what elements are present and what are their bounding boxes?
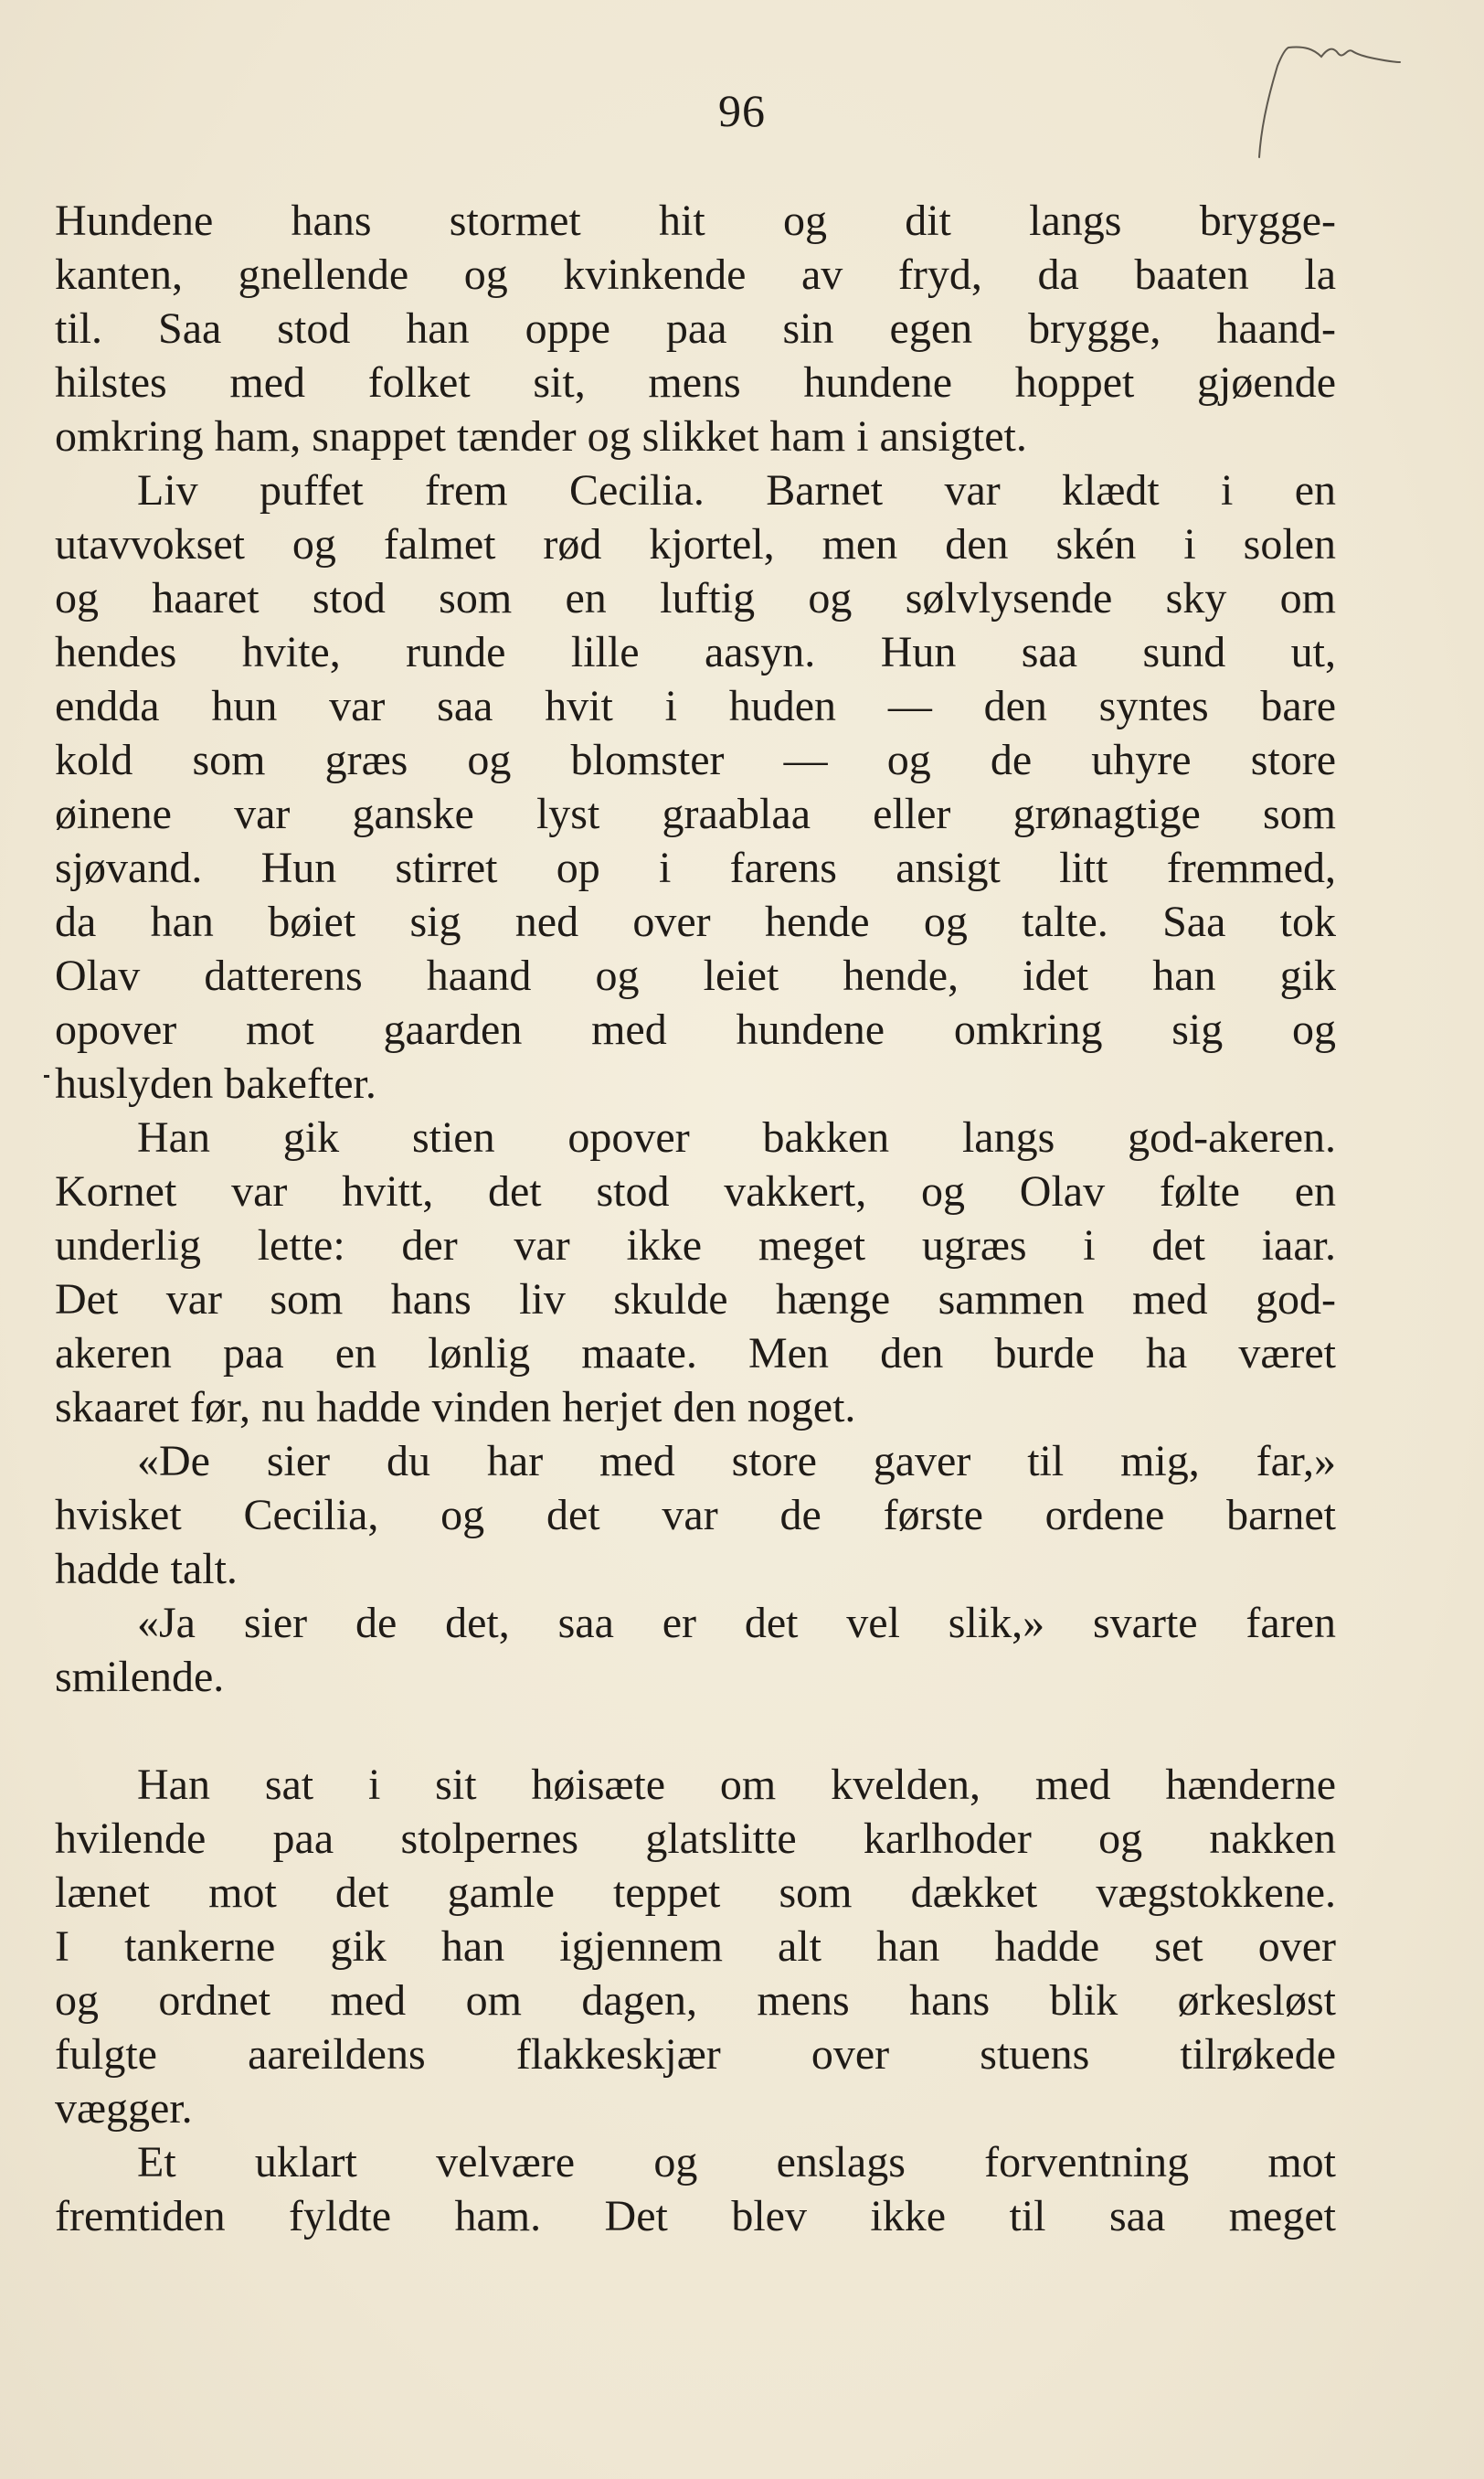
text-line: underlig lette: der var ikke meget ugræs i det iaar. bbox=[55, 1221, 1336, 1270]
text-line: Et uklart velvære og enslags forventning mot bbox=[137, 2138, 1336, 2186]
section-break bbox=[55, 1704, 1336, 1758]
text-line: opover mot gaarden med hundene omkring sig og bbox=[55, 1005, 1336, 1054]
text-line: og ordnet med om dagen, mens hans blik ørkesløst bbox=[55, 1976, 1336, 2025]
text-line: fulgte aareildens flakkeskjær over stuens tilrøkede bbox=[55, 2030, 1336, 2079]
text-line: da han bøiet sig ned over hende og talte. Saa tok bbox=[55, 898, 1336, 946]
text-line: Hundene hans stormet hit og dit langs brygge- bbox=[55, 197, 1336, 245]
text-line: hilstes med folket sit, mens hundene hoppet gjøende bbox=[55, 358, 1336, 407]
text-line: «Ja sier de det, saa er det vel slik,» svarte faren bbox=[137, 1599, 1336, 1647]
text-line: vægger. bbox=[55, 2084, 193, 2133]
text-line: I tankerne gik han igjennem alt han hadde set over bbox=[55, 1922, 1336, 1971]
text-line: endda hun var saa hvit i huden — den syntes bare bbox=[55, 682, 1336, 730]
text-line: øinene var ganske lyst graablaa eller grønagtige som bbox=[55, 790, 1336, 838]
text-line: kold som græs og blomster — og de uhyre store bbox=[55, 736, 1336, 784]
text-line: til. Saa stod han oppe paa sin egen brygge, haand- bbox=[55, 304, 1336, 353]
text-line: hendes hvite, runde lille aasyn. Hun saa sund ut, bbox=[55, 628, 1336, 676]
text-line: og haaret stod som en luftig og sølvlysende sky om bbox=[55, 574, 1336, 622]
text-line: hvisket Cecilia, og det var de første ordene barnet bbox=[55, 1491, 1336, 1539]
text-line: skaaret før, nu hadde vinden herjet den noget. bbox=[55, 1383, 856, 1431]
text-line: Han sat i sit høisæte om kvelden, med hænderne bbox=[137, 1761, 1336, 1809]
text-line: kanten, gnellende og kvinkende av fryd, da baaten la bbox=[55, 250, 1336, 299]
text-line: sjøvand. Hun stirret op i farens ansigt litt fremmed, bbox=[55, 844, 1336, 892]
text-line: Liv puffet frem Cecilia. Barnet var klædt i en bbox=[137, 466, 1336, 515]
text-line: akeren paa en lønlig maate. Men den burde ha været bbox=[55, 1329, 1336, 1378]
text-line: Han gik stien opover bakken langs god-akeren. bbox=[137, 1113, 1336, 1162]
text-line: smilende. bbox=[55, 1653, 225, 1701]
text-line: huslyden bakefter. bbox=[55, 1059, 376, 1108]
text-line: «De sier du har med store gaver til mig, far,» bbox=[137, 1437, 1336, 1485]
text-line: omkring ham, snappet tænder og slikket ham i ansigtet. bbox=[55, 412, 1027, 461]
text-line: lænet mot det gamle teppet som dækket vægstokkene. bbox=[55, 1868, 1336, 1917]
text-line: fremtiden fyldte ham. Det blev ikke til saa meget bbox=[55, 2192, 1336, 2240]
text-line: Det var som hans liv skulde hænge sammen med god- bbox=[55, 1275, 1336, 1324]
text-line: Olav datterens haand og leiet hende, idet han gik bbox=[55, 952, 1336, 1000]
margin-mark bbox=[44, 1075, 49, 1078]
body-text bbox=[55, 194, 1336, 2243]
text-line: hadde talt. bbox=[55, 1545, 238, 1593]
text-line: hvilende paa stolpernes glatslitte karlhoder og nakken bbox=[55, 1814, 1336, 1863]
page-number: 96 bbox=[718, 85, 766, 136]
text-line: Kornet var hvitt, det stod vakkert, og Olav følte en bbox=[55, 1167, 1336, 1216]
text-line: utavvokset og falmet rød kjortel, men den skén i solen bbox=[55, 520, 1336, 569]
